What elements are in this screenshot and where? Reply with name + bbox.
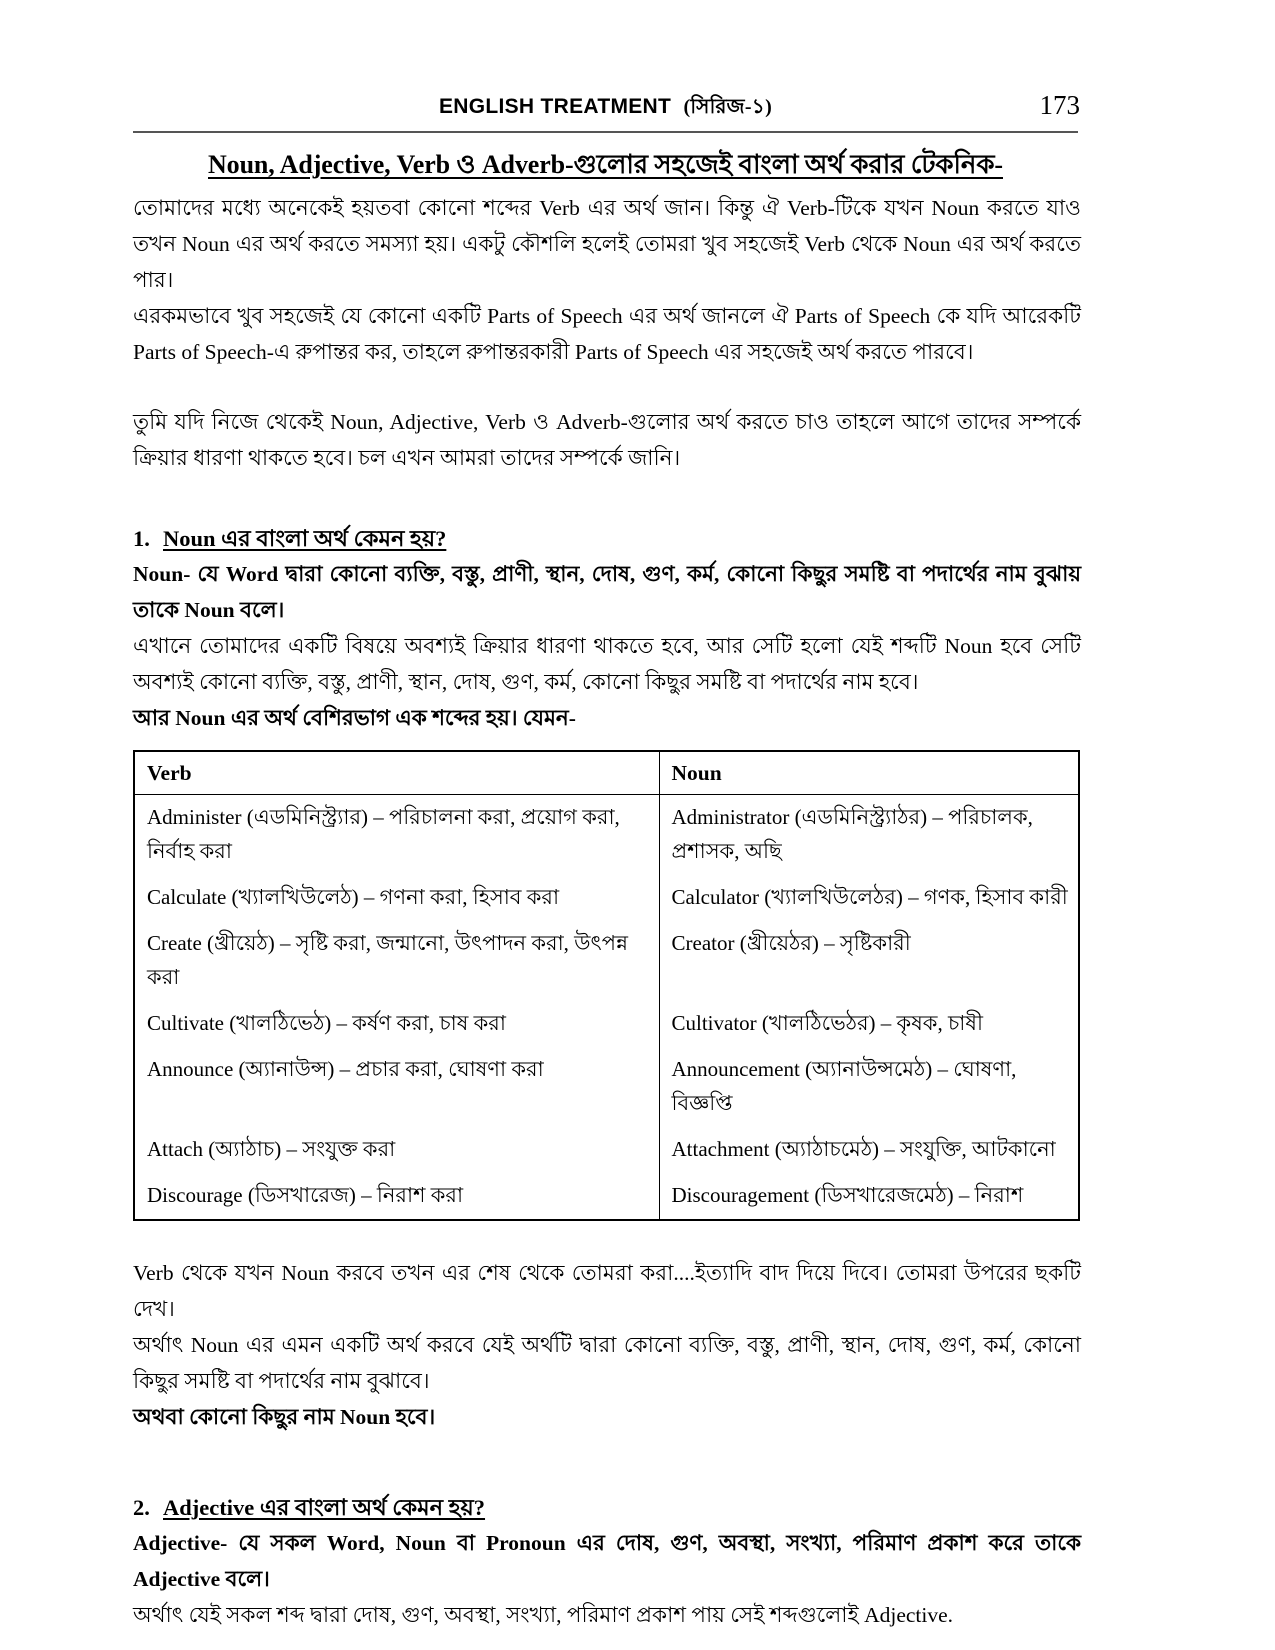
page-content [133,190,1081,1633]
cell-noun: Attachment (অ্যাঠাচমেঠ) – সংযুক্তি, আটকানো [659,1127,1079,1173]
intro-paragraph-2: এরকমভাবে খুব সহজেই যে কোনো একটি Parts of Speech এর অর্থ জানলে ঐ Parts of Speech কে যদি আরেকটি Parts of Speech-এ রুপান্তর কর, তাহলে রুপান্তরকারী Parts of Speech এর সহজেই অর্থ করতে পারবে। [133,304,1081,364]
noun-lead-in: আর Noun এর অর্থ বেশিরভাগ এক শব্দের হয়। যেমন- [133,706,576,730]
column-header-noun: Noun [659,751,1079,795]
noun-note-1: Verb থেকে যখন Noun করবে তখন এর শেষ থেকে তোমরা করা....ইত্যাদি বাদ দিয়ে দিবে। তোমরা উপরের ছকটি দেখ। [133,1261,1081,1321]
spacer [133,370,1081,404]
table-row [134,921,1079,1001]
table-header-row [134,751,1079,795]
cell-noun: Administrator (এডমিনিস্ট্র্যাঠর) – পরিচালক, প্রশাসক, অছি [659,795,1079,876]
section-number-1: 1. [133,526,150,551]
header-divider [133,131,1078,133]
cell-verb: Attach (অ্যাঠাচ) – সংযুক্ত করা [134,1127,659,1173]
cell-noun: Cultivator (খালঠিভেঠর) – কৃষক, চাষী [659,1001,1079,1047]
cell-verb: Cultivate (খালঠিভেঠ) – কর্ষণ করা, চাষ করা [134,1001,659,1047]
table-row [134,1001,1079,1047]
page-title: Noun, Adjective, Verb ও Adverb-গুলোর সহজেই বাংলা অর্থ করার টেকনিক- [208,150,1003,179]
intro-paragraph-1: তোমাদের মধ্যে অনেকেই হয়তবা কোনো শব্দের Verb এর অর্থ জান। কিন্তু ঐ Verb-টিকে যখন Noun করতে যাও তখন Noun এর অর্থ করতে সমস্যা হয়। একটু কৌশলি হলেই তোমরা খুব সহজেই Verb থেকে Noun এর অর্থ করতে পার। [133,196,1081,292]
table-row [134,875,1079,921]
table-row [134,1127,1079,1173]
adjective-explanation: অর্থাৎ যেই সকল শব্দ দ্বারা দোষ, গুণ, অবস্থা, সংখ্যা, পরিমাণ প্রকাশ পায় সেই শব্দগুলোই Adjective. [133,1603,954,1627]
noun-definition: Noun- যে Word দ্বারা কোনো ব্যক্তি, বস্তু, প্রাণী, স্থান, দোষ, গুণ, কর্ম, কোনো কিছুর সমষ্টি বা পদার্থের নাম বুঝায় তাকে Noun বলে। [133,562,1081,622]
table-row [134,1047,1079,1127]
cell-noun: Creator (খ্রীয়েঠর) – সৃষ্টিকারী [659,921,1079,1001]
noun-explanation: এখানে তোমাদের একটি বিষয়ে অবশ্যই ক্রিয়ার ধারণা থাকতে হবে, আর সেটি হলো যেই শব্দটি Noun হবে সেটি অবশ্যই কোনো ব্যক্তি, বস্তু, প্রাণী, স্থান, দোষ, গুণ, কর্ম, কোনো কিছুর সমষ্টি বা পদার্থের নাম হবে। [133,634,1081,694]
cell-verb: Create (খ্রীয়েঠ) – সৃষ্টি করা, জন্মানো, উৎপাদন করা, উৎপন্ন করা [134,921,659,1001]
section-heading-noun-text: Noun এর বাংলা অর্থ কেমন হয়? [163,526,447,551]
adjective-definition: Adjective- যে সকল Word, Noun বা Pronoun এর দোষ, গুণ, অবস্থা, সংখ্যা, পরিমাণ প্রকাশ করে তাকে Adjective বলে। [133,1531,1081,1591]
table-body [134,795,1079,1221]
section-heading-adjective-text: Adjective এর বাংলা অর্থ কেমন হয়? [163,1495,486,1520]
noun-note-3: অথবা কোনো কিছুর নাম Noun হবে। [133,1405,436,1429]
page-number: 173 [1039,90,1080,120]
cell-verb: Discourage (ডিসখারেজ) – নিরাশ করা [134,1173,659,1220]
table-row [134,795,1079,876]
verb-noun-table-wrapper [133,750,1081,1221]
header-title [133,92,1078,125]
section-number-2: 2. [133,1495,150,1520]
page-header [133,92,1078,132]
intro-paragraph-3: তুমি যদি নিজে থেকেই Noun, Adjective, Verb ও Adverb-গুলোর অর্থ করতে চাও তাহলে আগে তাদের সম্পর্কে ক্রিয়ার ধারণা থাকতে হবে। চল এখন আমরা তাদের সম্পর্কে জানি। [133,410,1081,470]
header-title-bengali: (সিরিজ-১) [683,96,773,118]
section-heading-adjective [133,1491,1081,1525]
cell-noun: Calculator (খ্যালখিউলেঠর) – গণক, হিসাব কারী [659,875,1079,921]
cell-noun: Announcement (অ্যানাউন্সমেঠ) – ঘোষণা, বিজ্ঞপ্তি [659,1047,1079,1127]
spacer [133,1435,1081,1491]
header-title-english: ENGLISH TREATMENT [438,95,672,118]
cell-verb: Calculate (খ্যালখিউলেঠ) – গণনা করা, হিসাব করা [134,875,659,921]
table-row [134,1173,1079,1220]
cell-verb: Administer (এডমিনিস্ট্র্যার) – পরিচালনা করা, প্রয়োগ করা, নির্বাহ করা [134,795,659,876]
column-header-verb: Verb [134,751,659,795]
spacer [133,1221,1081,1255]
section-heading-noun [133,522,1081,556]
cell-noun: Discouragement (ডিসখারেজমেঠ) – নিরাশ [659,1173,1079,1220]
spacer [133,476,1081,522]
spacer [133,736,1081,750]
cell-verb: Announce (অ্যানাউন্স) – প্রচার করা, ঘোষণা করা [134,1047,659,1127]
verb-noun-table [133,750,1080,1221]
noun-note-2: অর্থাৎ Noun এর এমন একটি অর্থ করবে যেই অর্থটি দ্বারা কোনো ব্যক্তি, বস্তু, প্রাণী, স্থান, দোষ, গুণ, কর্ম, কোনো কিছুর সমষ্টি বা পদার্থের নাম বুঝাবে। [133,1333,1081,1393]
